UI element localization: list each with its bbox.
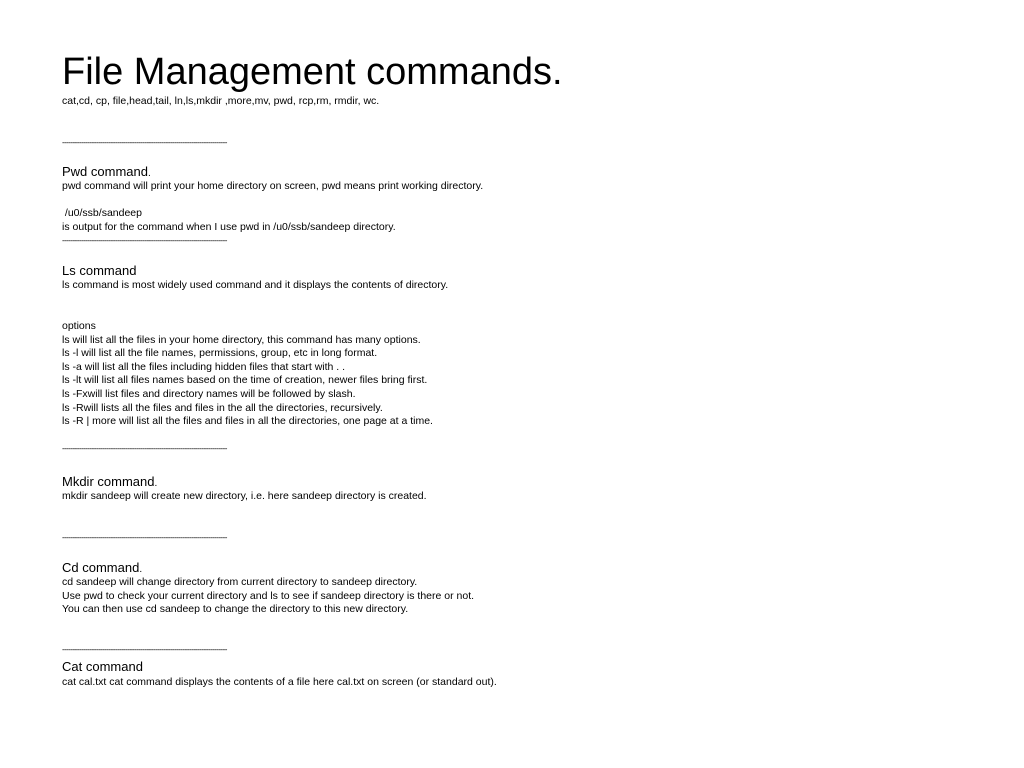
ls-option-line: ls will list all the files in your home directory, this command has many options.: [62, 334, 421, 346]
command-list-subtitle: cat,cd, cp, file,head,tail, ln,ls,mkdir ,more,mv, pwd, rcp,rm, rmdir, wc.: [62, 95, 380, 107]
ls-option-line: ls -l will list all the file names, permissions, group, etc in long format.: [62, 347, 378, 359]
mkdir-description: mkdir sandeep will create new directory, i.e. here sandeep directory is created.: [62, 490, 427, 502]
cd-heading: Cd command.: [62, 560, 143, 575]
ls-options-label: options: [62, 320, 96, 332]
page-title: File Management commands.: [62, 51, 563, 93]
cd-description: You can then use cd sandeep to change the directory to this new directory.: [62, 603, 409, 615]
separator-line: ------------------------------------------------------------------------------: [62, 444, 227, 453]
pwd-description: pwd command will print your home directory on screen, pwd means print working directory.: [62, 180, 484, 192]
separator-line: ------------------------------------------------------------------------------: [62, 236, 227, 245]
cat-description: cat cal.txt cat command displays the contents of a file here cal.txt on screen (or standard out).: [62, 676, 497, 688]
separator-line: ------------------------------------------------------------------------------: [62, 138, 227, 147]
ls-option-line: ls -Rwill lists all the files and files in the all the directories, recursively.: [62, 402, 383, 414]
pwd-heading: Pwd command.: [62, 164, 151, 179]
ls-option-line: ls -lt will list all files names based on the time of creation, newer files bring first.: [62, 374, 428, 386]
ls-description: ls command is most widely used command and it displays the contents of directory.: [62, 279, 449, 291]
separator-line: ------------------------------------------------------------------------------: [62, 533, 227, 542]
separator-line: ------------------------------------------------------------------------------: [62, 645, 227, 654]
mkdir-heading: Mkdir command.: [62, 474, 158, 489]
cd-description: Use pwd to check your current directory and ls to see if sandeep directory is there or not.: [62, 590, 475, 602]
pwd-output-note: is output for the command when I use pwd in /u0/ssb/sandeep directory.: [62, 221, 396, 233]
cd-description: cd sandeep will change directory from current directory to sandeep directory.: [62, 576, 418, 588]
ls-heading: Ls command: [62, 263, 137, 278]
ls-option-line: ls -R | more will list all the files and files in all the directories, one page at a time.: [62, 415, 433, 427]
ls-option-line: ls -Fxwill list files and directory names will be followed by slash.: [62, 388, 356, 400]
ls-option-line: ls -a will list all the files including hidden files that start with . .: [62, 361, 346, 373]
pwd-output-example: /u0/ssb/sandeep: [62, 207, 142, 219]
cat-heading: Cat command: [62, 659, 143, 674]
